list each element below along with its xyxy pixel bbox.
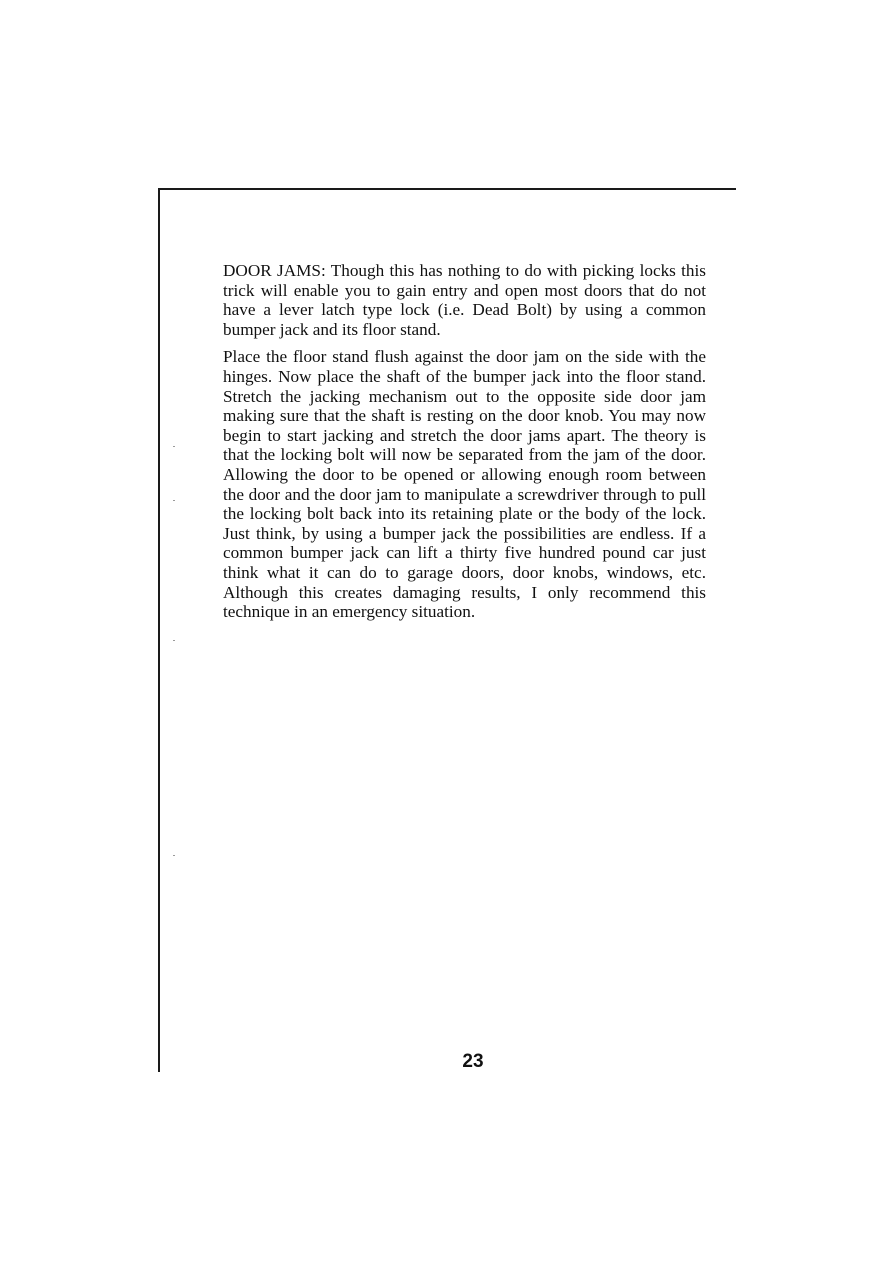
- paragraph-door-jams: DOOR JAMS: Though this has nothing to do with picking locks this trick will enable you to gain entry and open most doors that do not have a lever latch type lock (i.e. Dead Bolt) by using a common bumper jack and its floor stand.: [223, 261, 706, 339]
- scan-speck: [173, 500, 175, 501]
- page-border-left: [158, 188, 160, 1072]
- body-text: [223, 261, 706, 630]
- scan-speck: [173, 855, 175, 856]
- page-number: 23: [462, 1051, 484, 1072]
- scan-speck: [173, 640, 175, 641]
- scan-speck: [173, 446, 175, 447]
- paragraph-technique: Place the floor stand flush against the door jam on the side with the hinges. Now place the shaft of the bumper jack into the floor stand. Stretch the jacking mechanism out to the opposite side door jam making sure that the shaft is resting on the door knob. You may now begin to start jacking and stretch the door jams apart. The theory is that the locking bolt will now be separated from the jam of the door. Allowing the door to be opened or allowing enough room between the door and the door jam to manipulate a screwdriver through to pull the locking bolt back into its retaining plate or the body of the lock. Just think, by using a bumper jack the possibilities are endless. If a common bumper jack can lift a thirty five hundred pound car just think what it can do to garage doors, door knobs, windows, etc. Although this creates damaging results, I only recommend this technique in an emergency situation.: [223, 347, 706, 622]
- page-border-top: [158, 188, 736, 190]
